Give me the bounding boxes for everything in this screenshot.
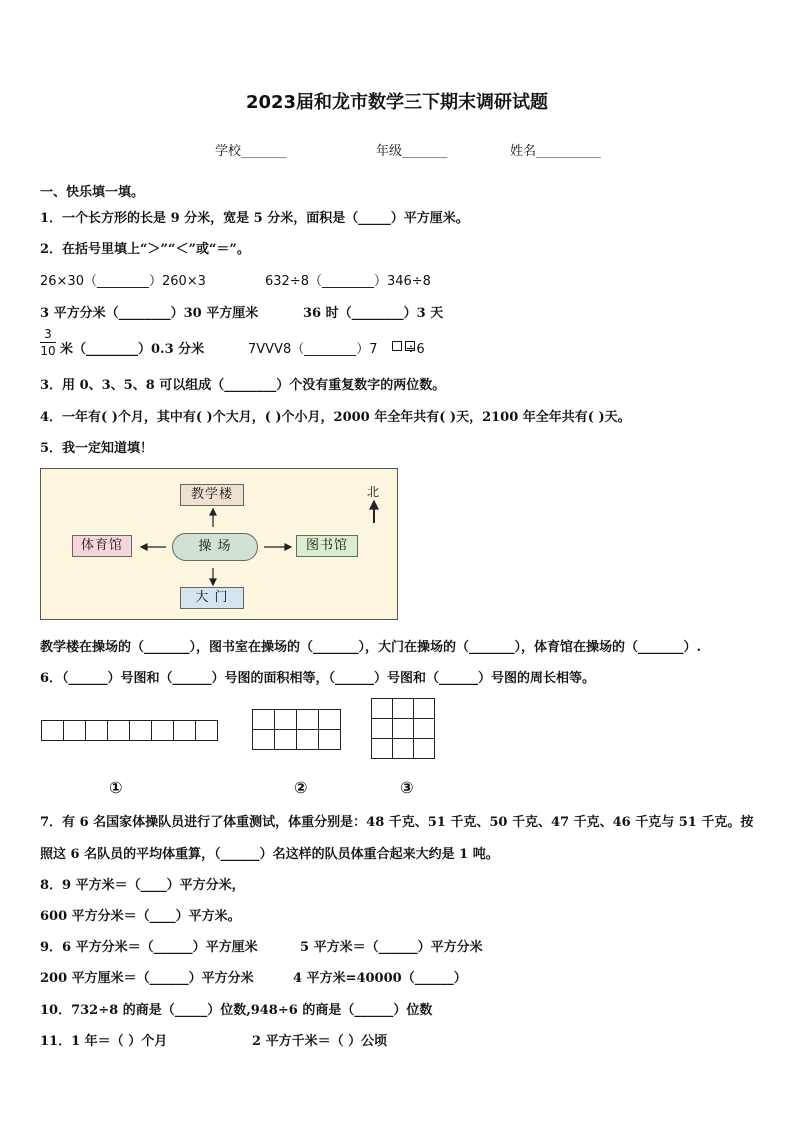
question-9b: 5 平方米＝（______）平方分米 <box>300 940 483 955</box>
question-10: 10．732÷8 的商是（_____）位数,948÷6 的商是（______）位数 <box>40 1003 433 1018</box>
question-7-line1: 7．有 6 名国家体操队员进行了体重测试，体重分别是：48 千克、51 千克、50 千克、47 千克、46 千克与 51 千克。按 <box>40 815 754 830</box>
figure-label-3: ③ <box>400 778 414 797</box>
question-8-line1: 8．9 平方米＝（____）平方分米， <box>40 878 245 893</box>
blank-box <box>405 341 415 351</box>
q2-compare-2: 632÷8（________）346÷8 <box>265 274 431 289</box>
figure-label-1: ① <box>109 778 123 797</box>
q5-answer: 教学楼在操场的（_______），图书室在操场的（_______），大门在操场的（_______），体育馆在操场的（_______）. <box>40 640 702 655</box>
question-9d: 4 平方米=40000（______） <box>293 971 467 986</box>
fraction-bar <box>40 342 56 343</box>
grade-field: 年级_______ <box>376 144 448 159</box>
playground: 操 场 <box>172 533 258 561</box>
campus-map <box>40 468 398 620</box>
question-6: 6．（______）号图和（______）号图的面积相等，（______）号图和（______）号图的周长相等。 <box>40 671 596 686</box>
q2-compare-1: 26×30（________）260×3 <box>40 274 206 289</box>
main-gate: 大 门 <box>180 587 244 609</box>
page-title: 2023届和龙市数学三下期末调研试题 <box>245 92 549 113</box>
question-8-line2: 600 平方分米＝（____）平方米。 <box>40 909 241 924</box>
q2-compare-6-right: ÷6 <box>405 342 425 357</box>
q2-compare-4: 36 时（________）3 天 <box>303 306 444 321</box>
building-gym: 体育馆 <box>72 535 132 557</box>
building-library: 图书馆 <box>296 535 358 557</box>
fraction-numerator: 3 <box>44 327 52 341</box>
question-2: 2．在括号里填上“＞”“＜”或“＝”。 <box>40 242 250 257</box>
q2-compare-3: 3 平方分米（________）30 平方厘米 <box>40 306 259 321</box>
q2-compare-5: 米（________）0.3 分米 <box>60 342 205 357</box>
figure-1-grid <box>41 720 218 741</box>
north-label: 北 <box>367 485 380 499</box>
question-7-line2: 照这 6 名队员的平均体重算，（______）名这样的队员体重合起来大约是 1 吨。 <box>40 847 499 862</box>
question-1: 1．一个长方形的长是 9 分米，宽是 5 分米，面积是（_____）平方厘米。 <box>40 211 469 226</box>
figure-label-2: ② <box>294 778 308 797</box>
section-heading: 一、快乐填一填。 <box>40 185 145 200</box>
question-9a: 9．6 平方分米＝（______）平方厘米 <box>40 940 258 955</box>
question-3: 3．用 0、3、5、8 可以组成（________）个没有重复数字的两位数。 <box>40 378 446 393</box>
school-field: 学校_______ <box>215 144 287 159</box>
name-field: 姓名__________ <box>510 144 602 159</box>
map-arrows <box>41 469 399 621</box>
building-teaching: 教学楼 <box>180 484 244 506</box>
blank-box <box>392 341 402 351</box>
figure-3-grid <box>371 698 435 759</box>
figure-2-grid <box>252 709 341 750</box>
question-4: 4．一年有( )个月，其中有( )个大月，( )个小月，2000 年全年共有( )天，2100 年全年共有( )天。 <box>40 410 631 425</box>
question-11b: 2 平方千米＝（ ）公顷 <box>252 1034 388 1049</box>
fraction-denominator: 10 <box>40 344 56 358</box>
question-9c: 200 平方厘米＝（______）平方分米 <box>40 971 254 986</box>
question-11a: 11．1 年＝（ ）个月 <box>40 1034 168 1049</box>
fraction-3-10 <box>40 327 56 358</box>
q2-compare-6-left: 7VVV8（________）7 <box>248 342 378 357</box>
question-5: 5．我一定知道填！ <box>40 441 154 456</box>
